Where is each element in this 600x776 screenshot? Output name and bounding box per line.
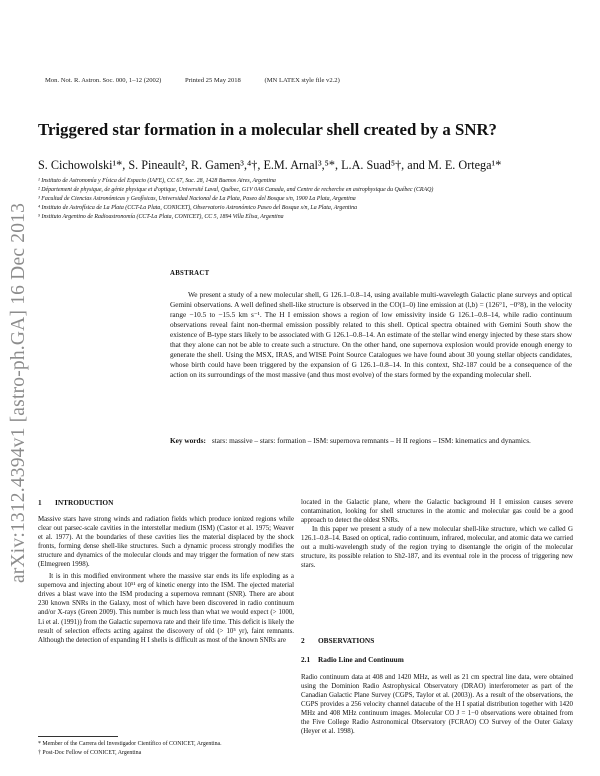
observations-column (301, 673, 573, 736)
affiliations (38, 177, 578, 222)
section-heading-observations (301, 636, 374, 645)
author-list: S. Cichowolski¹*, S. Pineault², R. Gamen³,⁴†, E.M. Arnal³,⁵*, L.A. Suad⁵†, and M. E. Ortega¹* (38, 158, 502, 172)
intro-column (38, 515, 294, 645)
section-title: OBSERVATIONS (318, 636, 375, 645)
arxiv-id-text: arXiv:1312.4394v1 [astro-ph.GA] 16 Dec 2013 (8, 202, 29, 584)
footnote-rule (38, 736, 118, 737)
subsection-title: Radio Line and Continuum (318, 655, 404, 664)
abstract-heading: ABSTRACT (170, 270, 210, 277)
observations-paragraph: Radio continuum data at 408 and 1420 MHz, as well as 21 cm spectral line data, were obtained using the Dominion Radio Astrophysical Observatory (DRAO) interferometer as part of the Canadian Galactic Plane Survey (CGPS, Taylor et al. (2003)). As a result of the observations, the CGPS provides a 256 velocity channel datacube of the H I spatial distribution together with 1420 MHz and 408 MHz continuum images. Molecular CO J = 1−0 observations were obtained from the Five College Radio Astronomical Observatory (FCRAO) CO Survey of the Outer Galaxy (Heyer et al. 1998). (301, 674, 573, 736)
subsection-number: 2.1 (301, 655, 311, 664)
affiliation: ⁵ Instituto Argentino de Radioastronomía (CCT-La Plata, CONICET), CC 5, 1894 Villa Elisa, Argentina (38, 213, 284, 220)
printed-date: Printed 25 May 2018 (184, 77, 241, 84)
section-heading-introduction (38, 498, 113, 507)
keywords (170, 436, 572, 446)
keywords-label: Key words: (170, 436, 206, 445)
affiliation: ⁴ Instituto de Astrofísica de La Plata (CCT-La Plata, CONICET), Observatorio Astronómico Paseo del Bosque s/n, La Plata, Argentina (38, 204, 358, 211)
footnote: * Member of the Carrera del Investigador Científico of CONICET, Argentina. (38, 741, 222, 747)
running-header (45, 77, 362, 84)
intro-paragraph: located in the Galactic plane, where the Galactic background H I emission causes severe contamination, looking for shell structures in the atomic and molecular gas could be a good approach to detect the oldest SNRs. (301, 499, 573, 525)
intro-paragraph: It is in this modified environment where the massive star ends its life exploding as a supernova and injecting about 10⁵¹ erg of kinetic energy into the ISM. The ejected material drives a blast wave into the ISM producing a supernova remnant (SNR). There are about 230 known SNRs in the Galaxy, most of which have been discovered in radio continuum and/or X-rays (Green 2009). This number is much less than what we would expect (> 1000, Li et al. (1991)) from the Galactic supernova rate and their life time. This deficit is likely the result of selection effects acting against the discovery of old (> 10⁵ yr), faint remnants. Although the detection of expanding H I shells is difficult as most of the known SNRs are (38, 573, 294, 644)
keywords-text: stars: massive – stars: formation – ISM: supernova remnants – H II regions – ISM: kinematics and dynamics. (211, 436, 531, 445)
intro-paragraph: Massive stars have strong winds and radiation fields which produce ionized regions while clear out parsec-scale cavities in the interstellar medium (ISM) (Castor et al. 1975; Weaver et al. 1977). At the boundaries of these cavities lies the material displaced by the shock fronts, forming dense shell-like structures. Such a dynamic process strongly modifies the structure and dynamics of the molecular clouds and may trigger the formation of new stars (Elmegreen 1998). (38, 516, 294, 569)
section-number: 1 (38, 498, 42, 507)
style-file: (MN LATEX style file v2.2) (264, 77, 340, 84)
intro-column-continued (301, 498, 573, 570)
footnote: † Post-Doc Fellow of CONICET, Argentina (38, 749, 142, 756)
affiliation: ² Département de physique, de génie physique et d'optique, Université Laval, Québec, G1V 0A6 Canada, and Centre de recherche en astrophysique du Québec (CRAQ) (38, 186, 434, 193)
subsection-heading-radio (301, 655, 404, 664)
journal-citation: Mon. Not. R. Astron. Soc. 000, 1–12 (2002) (45, 77, 162, 84)
intro-paragraph: In this paper we present a study of a new molecular shell-like structure, which we called G 126.1–0.8–14. Based on optical, radio continuum, infrared, molecular, and atomic data we carried out a multi-wavelength study of the region trying to disentangle the origin of the molecular structure, its possible relation to Sh2-187, and its eventual role in the process of triggering new stars. (301, 526, 573, 570)
arxiv-identifier (6, 178, 32, 608)
affiliation: ¹ Instituto de Astronomía y Física del Espacio (IAFE), CC 67, Suc. 28, 1428 Buenos Aires, Argentina (38, 178, 276, 184)
section-number: 2 (301, 636, 305, 645)
affiliation: ³ Facultad de Ciencias Astronómicas y Geofísicas, Universidad Nacional de La Plata, Paseo del Bosque s/n, 1900 La Plata, Argentina (38, 195, 356, 202)
paper-title: Triggered star formation in a molecular shell created by a SNR? (38, 120, 497, 139)
section-title: INTRODUCTION (55, 498, 114, 507)
abstract-text: We present a study of a new molecular shell, G 126.1–0.8–14, using available multi-wavelegth Galactic plane surveys and optical Gemini observations. A well defined shell-like structure is observed in the CO(1–0) line emission at (l,b) = (126°1, −0°8), in the velocity range −10.5 to −15.5 km s⁻¹. The H I emission shows a region of low emissivity inside G 126.1–0.8–14, while radio continuum observations reveal faint non-thermal emission possibly related to this shell. Optical spectra obtained with Gemini South show the existence of B-type stars likely to be associated with G 126.1–0.8–14. An estimate of the stellar wind energy injected by these stars show that they alone can not be able to create such a structure. On the other hand, one supernova explosion would provide enough energy to generate the shell. Using the MSX, IRAS, and WISE Point Source Catalogues we have found about 30 young stellar objects candidates, whose birth could have been triggered by the expansion of G 126.1–0.8–14. In this context, Sh2-187 could be a consequence of the action on its surroundings of the most massive (and thus most evolve) of the stars formed by the expanding molecular shell. (170, 290, 572, 380)
footnotes (38, 740, 294, 757)
